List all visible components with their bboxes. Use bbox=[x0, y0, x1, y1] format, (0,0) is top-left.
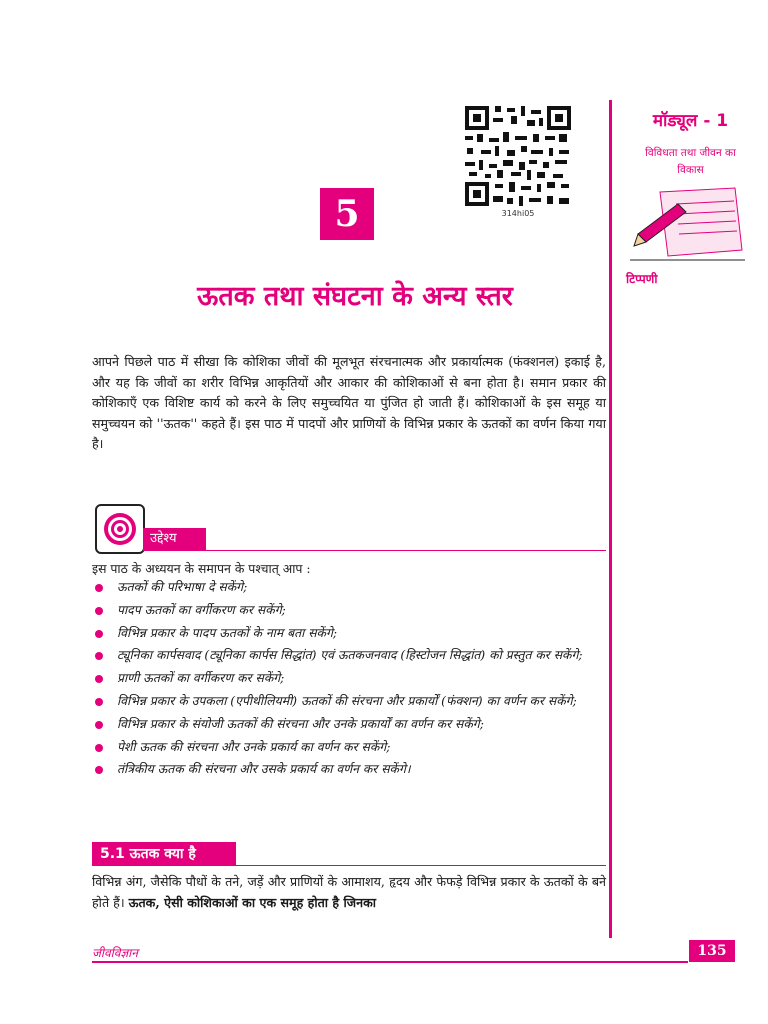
section-paragraph bbox=[92, 872, 606, 913]
objectives-list bbox=[92, 580, 608, 785]
footer-subject: जीवविज्ञान bbox=[92, 946, 138, 960]
bullet-icon bbox=[95, 630, 103, 638]
chapter-title: ऊतक तथा संघटना के अन्य स्तर bbox=[197, 281, 513, 312]
list-item bbox=[92, 648, 608, 663]
bullet-icon bbox=[95, 698, 103, 706]
module-subtitle-line1: विविधता तथा जीवन का bbox=[645, 147, 736, 159]
module-label: मॉड्यूल - 1 bbox=[652, 111, 729, 131]
chapter-number: 5 bbox=[320, 188, 374, 240]
footer-rule bbox=[92, 961, 688, 963]
list-item bbox=[92, 717, 608, 732]
objectives-heading: उद्देश्य bbox=[143, 528, 206, 550]
list-item-text: विभिन्न प्रकार के संयोजी ऊतकों की संरचना और उनके प्रकार्यों का वर्णन कर सकेंगे; bbox=[117, 716, 484, 731]
module-subtitle bbox=[618, 145, 763, 179]
notes-pencil-icon bbox=[630, 182, 745, 262]
list-item bbox=[92, 762, 608, 777]
bullet-icon bbox=[95, 607, 103, 615]
objectives-intro: इस पाठ के अध्ययन के समापन के पश्चात् आप : bbox=[92, 561, 311, 576]
list-item-text: पेशी ऊतक की संरचना और उनके प्रकार्य का वर्णन कर सकेंगे; bbox=[117, 739, 391, 754]
list-item bbox=[92, 580, 608, 595]
section-underline bbox=[236, 865, 606, 866]
page-number: 135 bbox=[689, 940, 735, 962]
list-item-text: तंत्रिकीय ऊतक की संरचना और उसके प्रकार्य का वर्णन कर सकेंगे। bbox=[117, 762, 411, 777]
module-subtitle-line2: विकास bbox=[677, 164, 704, 176]
list-item-text: विभिन्न प्रकार के उपकला (एपीथीलियमी) ऊतकों की संरचना और प्रकार्यों (फंक्शन) का वर्णन कर सकेंगे; bbox=[117, 693, 577, 708]
sidebar-divider bbox=[609, 100, 612, 938]
list-item bbox=[92, 694, 608, 709]
list-item bbox=[92, 740, 608, 755]
section-paragraph-text: विभिन्न अंग, जैसेकि पौधों के तने, जड़ें और प्राणियों के आमाशय, हृदय और फेफड़े विभिन्न प्रकार के ऊतकों के बने होते हैं। bbox=[92, 874, 606, 910]
target-icon bbox=[95, 504, 145, 554]
intro-paragraph: आपने पिछले पाठ में सीखा कि कोशिका जीवों की मूलभूत संरचनात्मक और प्रकार्यात्मक (फंक्शनल) इकाई है, और यह कि जीवों का शरीर विभिन्न आकृतियों और आकार की कोशिकाओं से बना होता है। समान प्रकार की कोशिकाएँ एक विशिष्ट कार्य को करने के लिए समुच्चयित या पुंजित हो जाती हैं। कोशिकाओं के इस समूह या समुच्चयन को ''ऊतक'' कहते हैं। इस पाठ में पादपों और प्राणियों के विभिन्न प्रकार के ऊतकों का वर्णन किया गया है। bbox=[92, 354, 606, 451]
list-item-text: प्राणी ऊतकों का वर्गीकरण कर सकेंगे; bbox=[117, 671, 285, 686]
notes-label: टिप्पणी bbox=[626, 272, 658, 286]
bullet-icon bbox=[95, 652, 103, 660]
objectives-underline bbox=[143, 550, 606, 551]
qr-caption: 314hi05 bbox=[501, 209, 535, 218]
bullet-icon bbox=[95, 584, 103, 592]
bullet-icon bbox=[95, 675, 103, 683]
qr-code[interactable] bbox=[463, 104, 573, 208]
bullet-icon bbox=[95, 766, 103, 774]
list-item bbox=[92, 603, 608, 618]
list-item-text: पादप ऊतकों का वर्गीकरण कर सकेंगे; bbox=[117, 602, 286, 617]
list-item-text: विभिन्न प्रकार के पादप ऊतकों के नाम बता सकेंगे; bbox=[117, 625, 338, 640]
section-heading: 5.1 ऊतक क्या है bbox=[92, 842, 236, 866]
list-item bbox=[92, 671, 608, 686]
list-item-text: ट्यूनिका कार्पसवाद (ट्यूनिका कार्पस सिद्धांत) एवं ऊतकजनवाद (हिस्टोजन सिद्धांत) को प्रस्तुत कर सकेंगे; bbox=[117, 648, 583, 663]
list-item bbox=[92, 626, 608, 641]
section-paragraph-bold: ऊतक, ऐसी कोशिकाओं का एक समूह होता है जिनका bbox=[128, 894, 377, 910]
bullet-icon bbox=[95, 721, 103, 729]
bullet-icon bbox=[95, 744, 103, 752]
list-item-text: ऊतकों की परिभाषा दे सकेंगे; bbox=[117, 580, 248, 594]
